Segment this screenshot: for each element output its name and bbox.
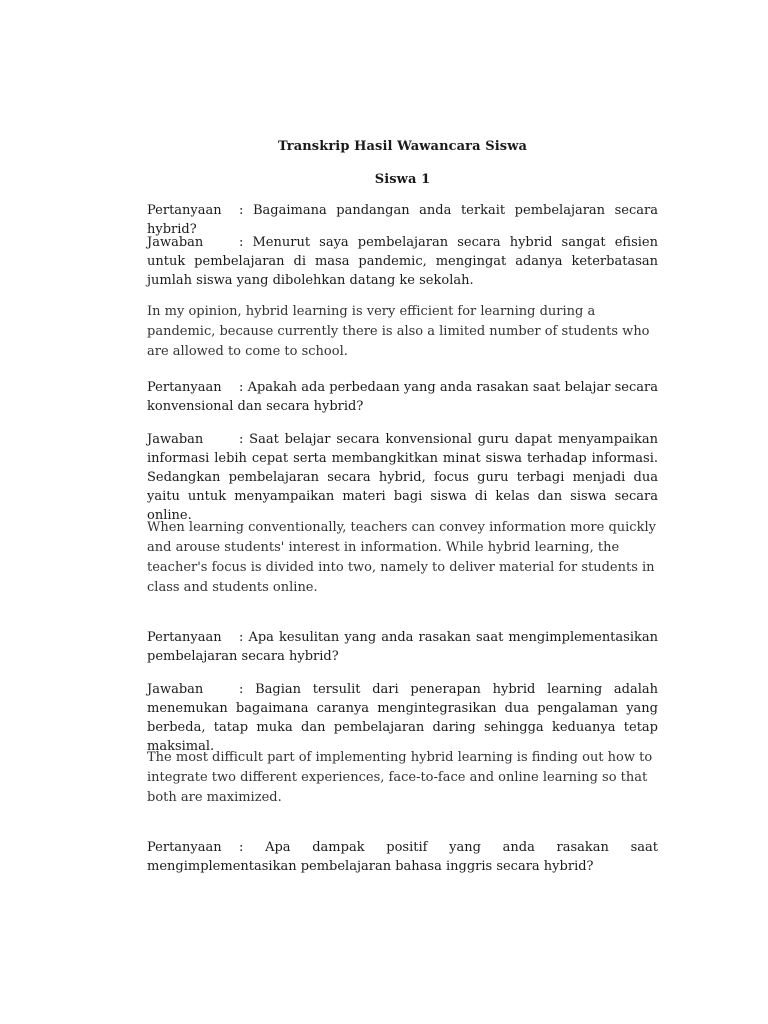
answer-1 <box>147 233 658 290</box>
question-label: Pertanyaan <box>147 840 222 855</box>
document-subtitle: Siswa 1 <box>374 172 431 187</box>
translation-3: The most difficult part of implementing hybrid learning is finding out how to integrate two different experiences, face-to-face and online learning so that both are maximized. <box>147 750 653 805</box>
answer-label: Jawaban <box>147 682 204 697</box>
translation-2: When learning conventionally, teachers can convey information more quickly and arouse students' interest in information. While hybrid learning, the teacher's focus is divided into two, namely to deliver material for students in class and students online. <box>147 520 656 595</box>
question-label: Pertanyaan <box>147 630 222 645</box>
question-4 <box>147 838 658 876</box>
translation-1: In my opinion, hybrid learning is very efficient for learning during a pandemic, because currently there is also a limited number of students who are allowed to come to school. <box>147 304 650 359</box>
question-text: : Bagaimana pandangan anda terkait pembelajaran secara hybrid? <box>147 203 658 237</box>
question-label: Pertanyaan <box>147 203 222 218</box>
answer-text: : Bagian tersulit dari penerapan hybrid learning adalah menemukan bagaimana caranya mengintegrasikan dua pengalaman yang berbeda, tatap muka dan pembelajaran daring sehingga keduanya tetap maksimal. <box>147 682 658 754</box>
answer-3 <box>147 680 658 756</box>
question-text: : Apa dampak positif yang anda rasakan saat mengimplementasikan pembelajaran bahasa inggris secara hybrid? <box>147 840 658 874</box>
question-text: : Apa kesulitan yang anda rasakan saat mengimplementasikan pembelajaran secara hybrid? <box>147 630 658 664</box>
answer-2 <box>147 430 658 525</box>
answer-label: Jawaban <box>147 432 204 447</box>
answer-label: Jawaban <box>147 235 204 250</box>
document-title: Transkrip Hasil Wawancara Siswa <box>277 139 528 154</box>
question-2 <box>147 378 658 416</box>
question-label: Pertanyaan <box>147 380 222 395</box>
answer-text: : Saat belajar secara konvensional guru dapat menyampaikan informasi lebih cepat serta membangkitkan minat siswa terhadap informasi. Sedangkan pembelajaran secara hybrid, focus guru terbagi menjadi dua yaitu untuk menyampaikan materi bagi siswa di kelas dan siswa secara online. <box>147 432 658 523</box>
question-3 <box>147 628 658 666</box>
answer-text: : Menurut saya pembelajaran secara hybrid sangat efisien untuk pembelajaran di masa pandemic, mengingat adanya keterbatasan jumlah siswa yang dibolehkan datang ke sekolah. <box>147 235 658 288</box>
question-text: : Apakah ada perbedaan yang anda rasakan saat belajar secara konvensional dan secara hybrid? <box>147 380 658 414</box>
